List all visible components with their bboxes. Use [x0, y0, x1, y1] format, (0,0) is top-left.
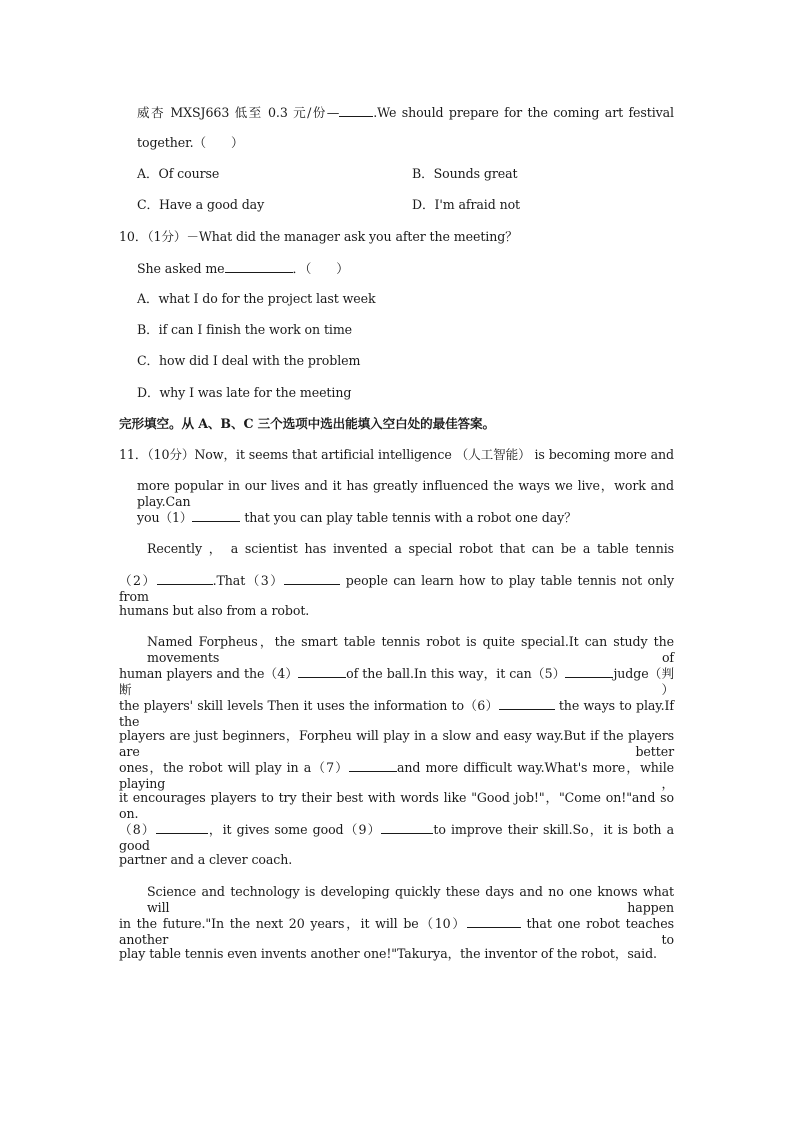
q10-option-a: A．what I do for the project last week	[137, 291, 376, 306]
q9-option-b: B．Sounds great	[412, 166, 518, 181]
q10-blank	[225, 260, 293, 273]
q11-p3-line5-a: ones，the robot will play in a（7）	[119, 760, 349, 775]
blank-10	[467, 915, 521, 928]
q11-p2-line2-c: people can learn how to play table tennis not only from	[119, 573, 674, 604]
q11-p2-line3: humans but also from a robot.	[119, 603, 310, 618]
q11-line3	[137, 509, 577, 526]
q11-p3-line1: Named Forpheus，the smart table tennis robot is quite special.It can study the movements of	[147, 634, 674, 665]
q10-stem-pre: She asked me	[137, 261, 225, 276]
blank-6	[499, 697, 555, 710]
q11-p3-line5-b: and more difficult way.What's more，while playing，	[119, 760, 675, 791]
q10-option-b: B．if can I finish the work on time	[137, 322, 353, 337]
q11-p3-line3-b: the ways to play.If the	[119, 698, 674, 729]
q10-stem-post: ．（ ）	[292, 261, 349, 276]
blank-7	[349, 759, 397, 772]
q11-p3-line2	[119, 665, 674, 698]
q11-p4-line3: play table tennis even invents another one!"Takurya，the inventor of the robot，said.	[119, 946, 657, 961]
section-heading: 完形填空。从 A、B、C 三个选项中选出能填入空白处的最佳答案。	[119, 416, 496, 431]
q11-p3-line7-a: （8）	[119, 822, 156, 837]
q10-option-d: D．why I was late for the meeting	[137, 385, 352, 400]
q9-stem-line2: together.（ ）	[137, 135, 244, 150]
blank-3	[284, 572, 340, 585]
q10-stem-line1: 10．（1分）－What did the manager ask you after the meeting？	[119, 229, 518, 244]
q11-p3-line8: partner and a clever coach.	[119, 852, 293, 867]
q11-line2: more popular in our lives and it has greatly influenced the ways we live，work and play.Can	[137, 478, 674, 509]
q11-p3-line2-c: judge（判断）	[119, 666, 674, 697]
q11-p3-line3-a: the players' skill levels Then it uses the information to（6）	[119, 698, 499, 713]
q11-p2-line1: Recently ， a scientist has invented a special robot that can be a table tennis	[147, 541, 674, 556]
q11-line3-post: that you can play table tennis with a robot one day？	[240, 510, 577, 525]
blank-8	[156, 821, 208, 834]
q11-line1: 11．（10分）Now，it seems that artificial intelligence （人工智能） is becoming more and	[119, 447, 674, 462]
q11-p3-line7-b: ，it gives some good（9）	[207, 822, 382, 837]
q11-p2-line2-a: （2）	[119, 573, 157, 588]
blank-2	[157, 572, 213, 585]
q9-stem-part-a: 威杏 MXSJ663 低至 0.3 元/份—	[137, 105, 340, 120]
q11-p4-line2-a: in the future."In the next 20 years，it will be（10）	[119, 916, 467, 931]
q11-p3-line5	[119, 759, 674, 792]
q9-stem-part-b: .We should prepare for the coming art festival	[373, 105, 674, 120]
q11-p3-line7-c: to improve their skill.So，it is both a good	[119, 822, 674, 853]
q11-p3-line2-b: of the ball.In this way，it can（5）	[346, 666, 566, 681]
blank-4	[298, 665, 346, 678]
q11-p4-line2-b: that one robot teaches another to	[119, 916, 675, 947]
q9-option-d: D．I'm afraid not	[412, 197, 521, 212]
blank-5	[565, 665, 613, 678]
q11-p2-line2	[119, 572, 674, 605]
q11-line3-pre: you（1）	[137, 510, 193, 525]
q11-p3-line2-a: human players and the（4）	[119, 666, 299, 681]
q11-p3-line7	[119, 821, 674, 854]
blank-1	[192, 509, 240, 522]
q9-option-c: C．Have a good day	[137, 197, 265, 212]
q11-p4-line1: Science and technology is developing quickly these days and no one knows what will happen	[147, 884, 674, 915]
q11-p3-line3	[119, 697, 674, 730]
blank-9	[381, 821, 433, 834]
q9-option-a: A．Of course	[137, 166, 220, 181]
q11-p4-line2	[119, 915, 674, 948]
q10-stem-line2	[137, 260, 349, 277]
q11-p2-line2-b: .That（3）	[212, 573, 285, 588]
q9-blank	[339, 104, 373, 117]
q9-stem-line1	[137, 104, 674, 121]
q11-p3-line4: players are just beginners，Forpheu will play in a slow and easy way.But if the players are better	[119, 728, 674, 759]
q11-p3-line6: it encourages players to try their best with words like "Good job!"，"Come on!"and so on.	[119, 790, 674, 821]
q10-option-c: C．how did I deal with the problem	[137, 353, 361, 368]
